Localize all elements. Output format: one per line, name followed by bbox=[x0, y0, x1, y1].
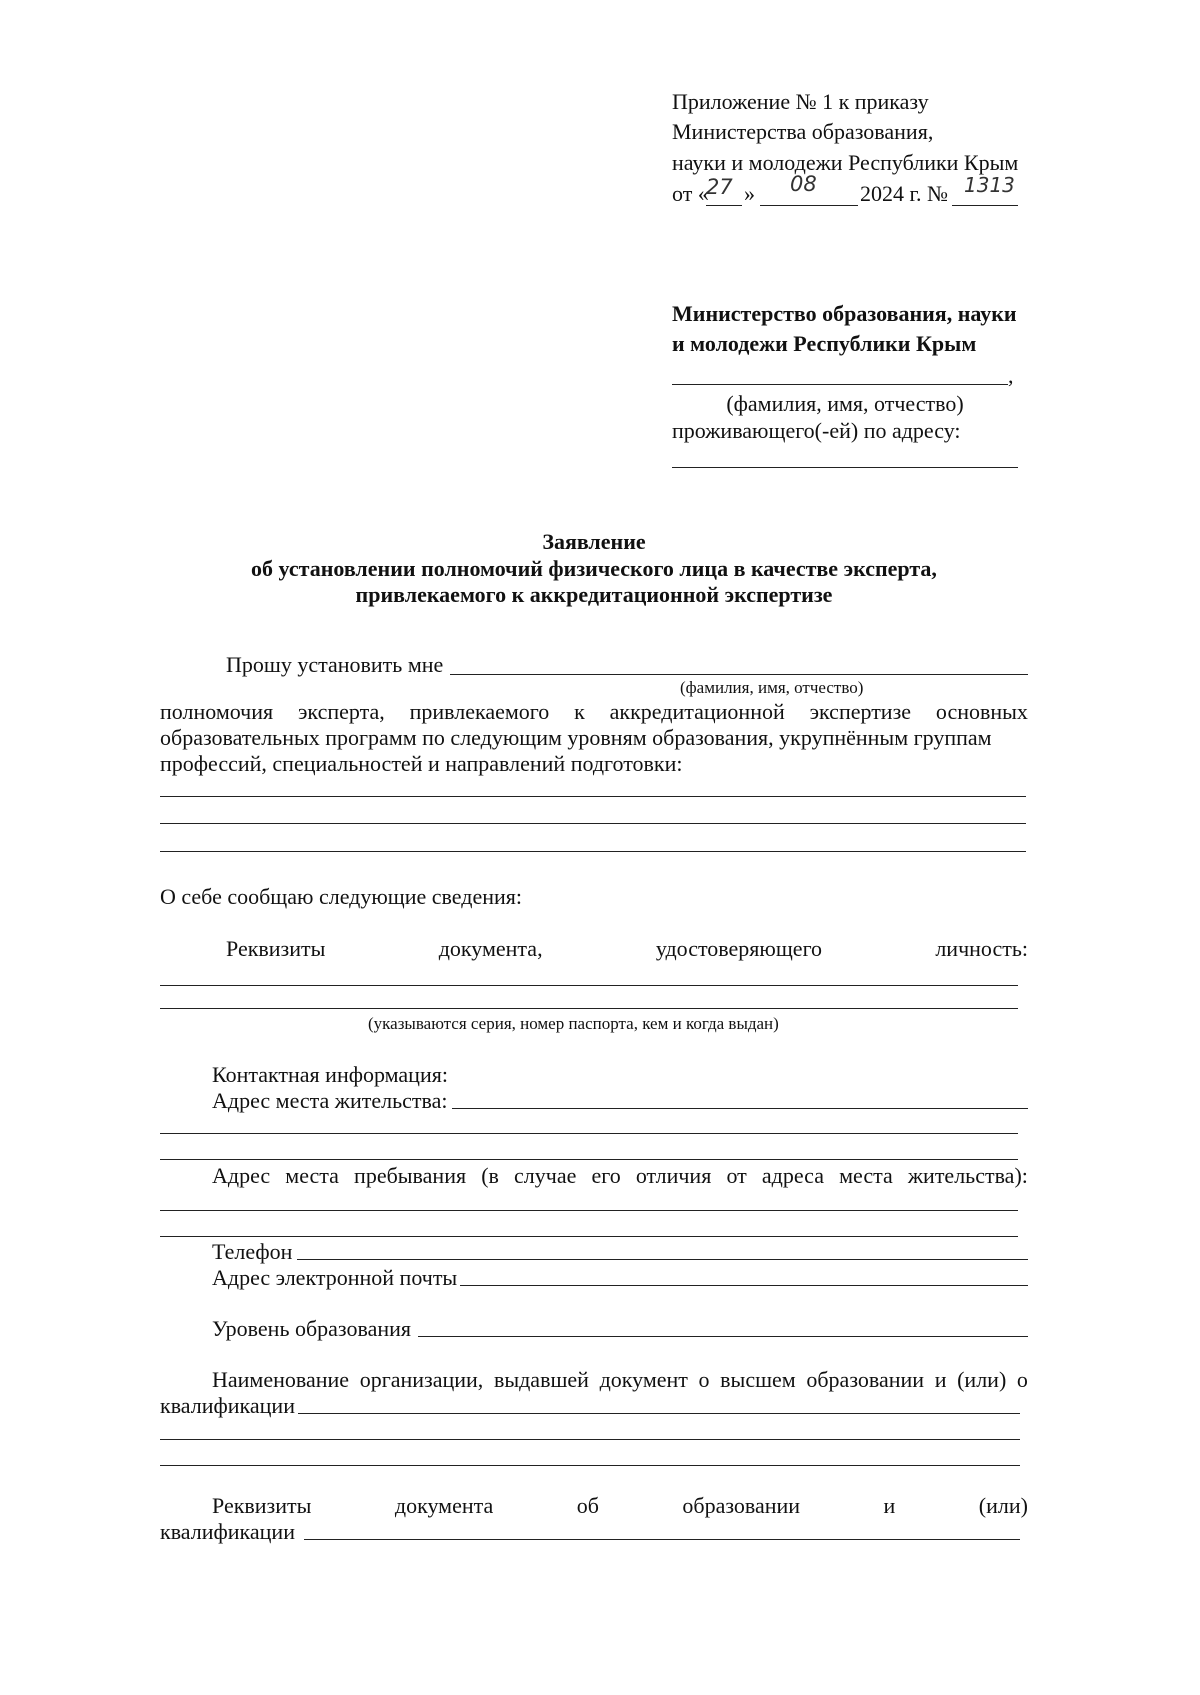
request-para-line-2: образовательных программ по следующим уровням образования, укрупнённым группам bbox=[160, 725, 992, 750]
organization-label: Наименование организации, выдавшей документ о высшем образовании и (или) о bbox=[212, 1367, 1028, 1392]
addressee-line-2: и молодежи Республики Крым bbox=[672, 331, 977, 356]
phone-line bbox=[297, 1259, 1028, 1260]
appendix-line-1: Приложение № 1 к приказу bbox=[672, 89, 929, 114]
organization-label-line-2: квалификации bbox=[160, 1393, 295, 1418]
education-document-label: Реквизиты документа об образовании и (или) bbox=[212, 1493, 1028, 1518]
date-mid: » bbox=[744, 181, 755, 206]
programs-line-3 bbox=[160, 851, 1026, 852]
request-para-line-1: полномочия эксперта, привлекаемого к аккредитационной экспертизе основных bbox=[160, 699, 1028, 724]
appendix-line-3: науки и молодежи Республики Крым bbox=[672, 150, 1019, 175]
about-intro: О себе сообщаю следующие сведения: bbox=[160, 884, 523, 909]
programs-line-1 bbox=[160, 796, 1026, 797]
organization-line-3 bbox=[160, 1465, 1020, 1466]
appendix-line-2: Министерства образования, bbox=[672, 119, 934, 144]
education-level-label: Уровень образования bbox=[212, 1316, 412, 1341]
date-prefix: от « bbox=[672, 181, 709, 206]
date-month-handwritten: 08 bbox=[790, 172, 817, 196]
date-month-line bbox=[760, 205, 858, 206]
organization-line-1 bbox=[298, 1413, 1020, 1414]
addressee-comma: , bbox=[1008, 363, 1014, 388]
id-document-line-1 bbox=[160, 985, 1018, 986]
education-level-line bbox=[418, 1336, 1028, 1337]
contact-label: Контактная информация: bbox=[212, 1062, 448, 1087]
programs-line-2 bbox=[160, 823, 1026, 824]
stay-address-line-1 bbox=[160, 1210, 1018, 1211]
education-document-line bbox=[304, 1539, 1020, 1540]
id-document-caption: (указываются серия, номер паспорта, кем и когда выдан) bbox=[368, 1014, 779, 1033]
order-number-line bbox=[952, 205, 1018, 206]
document-subtitle-2: привлекаемого к аккредитационной экспертизе bbox=[355, 582, 833, 607]
organization-line-2 bbox=[160, 1439, 1020, 1440]
request-para-line-3: профессий, специальностей и направлений подготовки: bbox=[160, 751, 683, 776]
request-label: Прошу установить мне bbox=[226, 652, 444, 677]
residence-label: Адрес места жительства: bbox=[212, 1088, 448, 1113]
phone-label: Телефон bbox=[212, 1239, 293, 1264]
education-document-label-line-2: квалификации bbox=[160, 1519, 295, 1544]
stay-address-label: Адрес места пребывания (в случае его отличия от адреса места жительства): bbox=[212, 1163, 1028, 1188]
residence-line-3 bbox=[160, 1159, 1018, 1160]
document-title: Заявление bbox=[542, 529, 646, 554]
addressee-line-1: Министерство образования, науки bbox=[672, 301, 1017, 326]
residence-line-1 bbox=[452, 1108, 1028, 1109]
email-label: Адрес электронной почты bbox=[212, 1265, 458, 1290]
residence-line-2 bbox=[160, 1133, 1018, 1134]
email-line bbox=[460, 1285, 1028, 1286]
addressee-name-line bbox=[672, 384, 1008, 385]
request-name-line bbox=[450, 674, 1028, 675]
addressee-residence-label: проживающего(-ей) по адресу: bbox=[672, 418, 961, 443]
id-document-line-2 bbox=[160, 1008, 1018, 1009]
id-document-label: Реквизиты документа, удостоверяющего личность: bbox=[226, 936, 1028, 961]
date-year: 2024 г. № bbox=[860, 181, 949, 206]
addressee-residence-line bbox=[672, 467, 1018, 468]
addressee-name-caption: (фамилия, имя, отчество) bbox=[726, 391, 964, 416]
date-day-line bbox=[706, 205, 742, 206]
order-number-handwritten: 1313 bbox=[964, 173, 1015, 197]
stay-address-line-2 bbox=[160, 1236, 1018, 1237]
request-name-caption: (фамилия, имя, отчество) bbox=[680, 678, 864, 697]
date-day-handwritten: 27 bbox=[706, 175, 733, 199]
document-subtitle-1: об установлении полномочий физического лица в качестве эксперта, bbox=[251, 556, 937, 581]
